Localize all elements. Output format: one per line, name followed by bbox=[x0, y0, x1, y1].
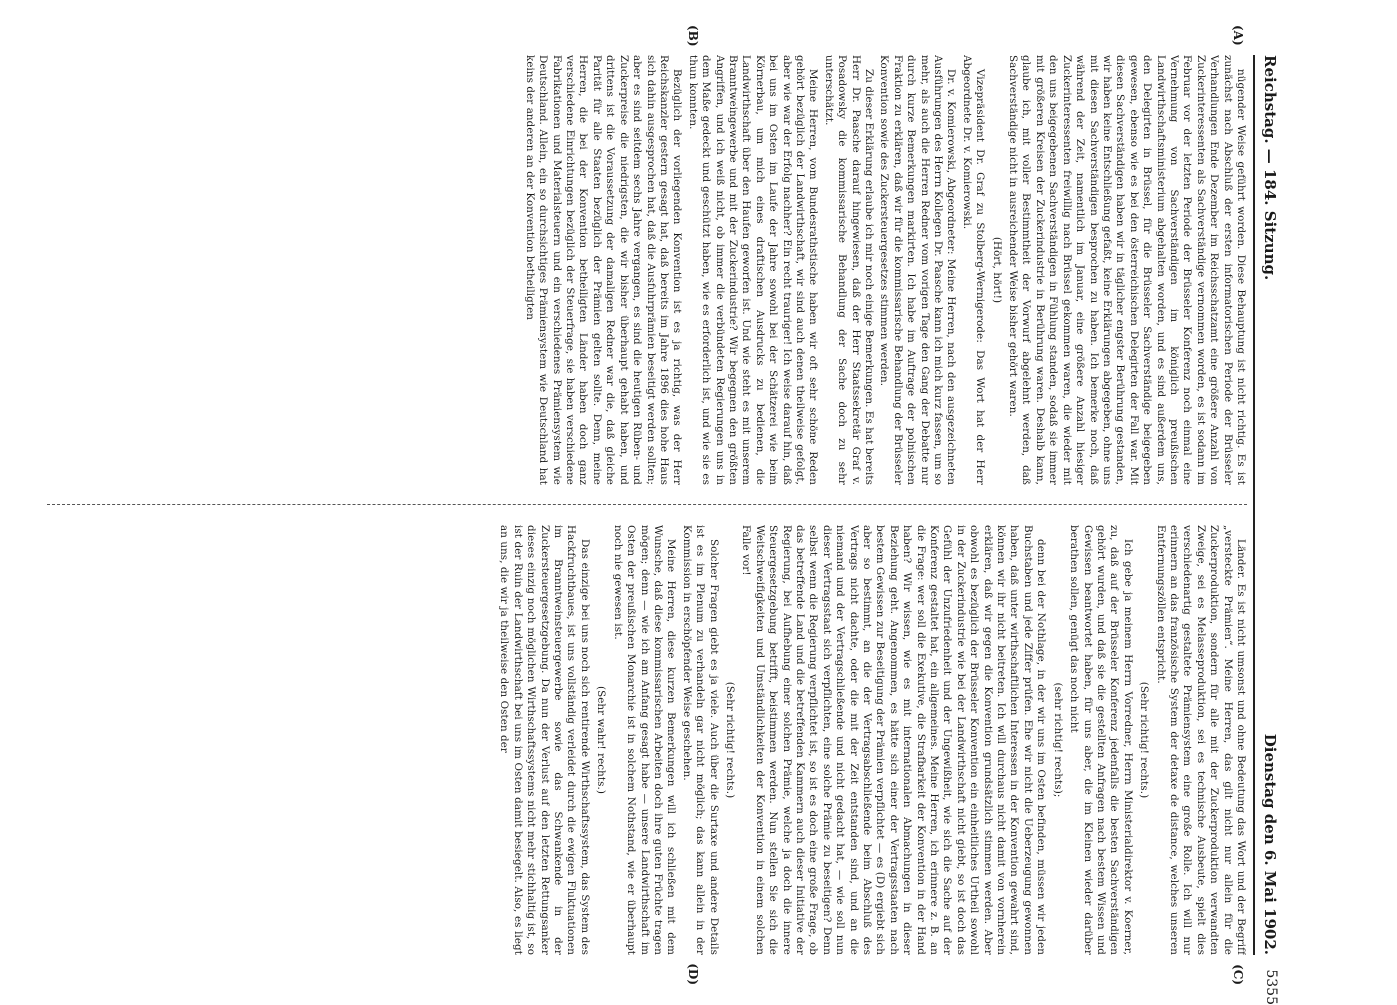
paragraph: denn bei der Nothlage, in der wir uns im Osten befinden, müssen wir jeden Buchstaben und jede Ziffer prüfen. Ehe wir nicht die Ueberzeugung gewonnen haben, daß unter wirthschaftlichen Interessen in der Konvention gewahrt sind, können wir ihr nicht beitreten. Ich will durchaus nicht damit von vornherein erklären, daß wir gegen die Konvention grundsätzlich stimmen werden. Aber obwohl es bezüglich der Brüsseler Konvention ein einheitliches Urtheil sowohl in der Zuckerindustrie wie bei der Landwirthschaft nicht giebt, so ist doch das Gefühl der Unzufriedenheit und der Ungewißheit, wie sich die Sache auf der Konferenz gestaltet hat, ein allgemeines. Meine Herren, ich erinnere z. B. an die Frage: wer soll die Exekutive, die Strafbarkeit der Konvention in der Hand haben? Wir wissen, wie es mit internationalen Abmachungen in dieser Beziehung geht. Angenommen, es hätte sich einer der Vertragsstaaten nach bestem Gewissen zur Beseitigung der Prämien verpflichtet — es (D) ergiebt sich aber so bestimmt, an die der Vertragsabschließende beim Abschluß des Vertrags nicht dachte, oder die mit der Zeit entstanden sind, und an die niemand und der Vertragschließende und nicht gedacht hat, — wie soll nun dieser Vertragsstaat sich verpflichten, eine solche Prämie zu beseitigen? Denn selbst wenn die Regierung verpflichtet ist, so ist es doch eine große Frage, ob das betreffende Land und die betreffenden Kammern auch dieser Initiative der Regierung, bei Aufhebung einer solchen Prämie, welche ja doch die innere Steuergesetzgebung betrifft, beistimmen werden. Nun stellen Sie sich die Weitschweifigkeiten und Umständlichkeiten der Konvention in einem solchen Falle vor! bbox=[740, 525, 1048, 955]
header-left: Reichstag. — 184. Sitzung. bbox=[1261, 55, 1279, 281]
paragraph: Dr. v. Komierowski, Abgeordneter: Meine Herren, nach den ausgezeichneten Ausführungen des Herrn Kollegen Dr. Paasche kann ich mich kurz fassen, um so mehr, als auch die Herren Redner vom vorigen Tage den Gang der Debatte nur durch kurze Bemerkungen markirten. Ich habe im Auftrage der polnischen Fraktion zu erklären, daß wir für die kommissarische Behandlung der Brüsseler Konvention sowie des Zuckersteuergesetzes stimmen werden. bbox=[878, 55, 958, 485]
margin-letter-b: (B) bbox=[686, 25, 700, 47]
interjection: (sehr richtig! rechts); bbox=[1051, 682, 1064, 798]
column-right bbox=[32, 525, 1247, 955]
margin-letter-c: (C) bbox=[1231, 964, 1245, 985]
paragraph: Solcher Fragen giebt es ja viele. Auch über die Surtaxe und andere Details ist es im Plenum zu verhandeln gar nicht möglich; das kann allein in der Kommission in erschöpfender Weise geschehen. bbox=[680, 525, 720, 955]
header-right: Dienstag den 6. Mai 1902. bbox=[1261, 733, 1279, 955]
page-content bbox=[25, 25, 1285, 1005]
paragraph: Meine Herren, vom Bundesrathstische haben wir oft sehr schöne Reden gehört bezüglich der Landwirthschaft, wir sind auch denen theilweise gefolgt, aber wie war der Erfolg nachher? Ein recht trauriger! Ich weise darauf hin, daß bei uns im Osten im Laufe der Jahre sowohl bei der Schätzerei wie beim Körnerbau, um mich eines draftischen Ausdrucks zu bedienen, die Landwirthschaft über den Haufen geworfen ist. Und wie steht es mit unserem Branntweingewerbe und mit der Zuckerindustrie? Wir begegnen den größten Angriffen, und ich weiß nicht, ob immer die verbündeten Regierungen uns in dem Maße gedeckt und geschützt haben, wie es erforderlich ist, und wie sie es thun konnten. bbox=[686, 55, 820, 485]
paragraph: Das einzige bei uns noch sich rentirende Wirthschaftssystem, das System des Hackfruchtbaues, ist uns vollständig verleidet durch die ewigen Fluktuationen im Branntweinsteuergewerbe sowie das Schwankende in der Zuckersteuergesetzgebung. Da nun der Verlust auf den letzten Rettungsanker dieses einzig noch möglichen Wirthschaftssystems nicht mehr stichhaltig ist, so ist der Ruin der Landwirthschaft bei uns im Osten damit besiegelt. Also, es liegt an uns, die wir ja theilweise den Osten der bbox=[498, 525, 591, 955]
page-header bbox=[1253, 55, 1285, 1005]
paragraph: Meine Herren, diese kurzen Bemerkungen will ich schließen mit dem Wunsche, daß diese kommissarischen Arbeiten doch ihre guten Früchte tragen mögen; denn — wie ich am Anfang gesagt habe — unsere Landwirthschaft im Osten der preußischen Monarchie ist in solchem Nothstand, wie er überhaupt noch nie gewesen ist. bbox=[611, 525, 678, 955]
paragraph: nügender Weise geführt worden. Diese Behauptung ist nicht richtig. Es ist zunächst nach Abschluß der ersten informatorischen Periode der Brüsseler Verhandlungen Ende Dezember im Reichsschatzamt eine größere Anzahl von Zuckerinteressenten als Sachverständige vernommen worden, es ist sodann im Februar vor der letzten Periode der Brüsseler Konferenz noch einmal eine Vernehmung von Sachverständigen im königlich preußischen Landwirthschaftsministerium abgehalten worden, und es sind außerdem uns, den Delegirten in Brüssel, für die Brüsseler Sachverständige beigegeben gewesen, ebenso wie es bei den österreichischen Delegirten der Fall war. Mit diesen Sachverständigen haben wir in täglicher engster Berührung gestanden, wir haben keine Entschließung gefaßt, keine Erklärungen abgegeben, ohne uns mit diesen Sachverständigen besprochen zu haben. Ich bemerke noch, daß während der Zeit, namentlich im Januar, eine größere Anzahl hiesiger Zuckerinteressenten freiwillig nach Brüssel gekommen waren, die wieder mit den uns beigegebenen Sachverständigen in Fühlung standen, sodaß sie immer mit größeren Kreisen der Zuckerindustrie in Berührung waren. Deshalb kann, glaube ich, mit voller Bestimmtheit der Vorwurf abgelehnt werden, daß Sachverständige nicht in ausreichender Weise bisher gehört waren. bbox=[1007, 55, 1247, 485]
paragraph: Länder. Es ist nicht umsonst und ohne Bedeutung das Wort und der Begriff „versteckte Prämien“. Meine Herren, das gilt nicht nur allein für die Zuckerproduktion, sondern für alle mit der Zuckerproduktion verwandten Zweige, sei es Melasseproduktion, sei es technische Ausbeute, spielt dies verschiedenartig gestaltete Prämiensystem eine große Rolle. Ich will nur erinnern an das französische System der detaxe de distance, welches unseren Entfernungszöllen entspricht. bbox=[1154, 525, 1247, 955]
paragraph: Zu dieser Erklärung erlaube ich mir noch einige Bemerkungen. Es hat bereits Herr Dr. Paasche darauf hingewiesen, daß der Herr Staatssekretär Graf v. Posadowsky die kommissarische Behandlung der Sache doch zu sehr unterschätzt. bbox=[822, 55, 876, 485]
paragraph: Bezüglich der vorliegenden Konvention ist es ja richtig, was der Herr Reichskanzler gestern gesagt hat, daß bereits im Jahre 1896 dies hohe Haus sich dahin ausgesprochen hat, daß die Ausfuhrprämien beseitigt werden sollten; aber es sind seitdem sechs Jahre vergangen, es sind die heutigen Rüben- und Zuckerpreise die niedrigsten, die wir bisher überhaupt gehabt haben, und drittens ist die Voraussetzung der damaligen Redner war die, daß gleiche Parität für alle Staaten bezüglich der Prämien gelten sollte. Denn, meine Herren, die bei der Konvention betheiligten Länder haben doch ganz verschiedene Einrichtungen bezüglich der Steuerfrage, sie haben verschiedene Fabrikationen und Materialsteuern und ein verschiedenes Prämiensystem wie Deutschland. Allein, ein so durchsichtiges Prämiensystem wie Deutschland hat keins der anderen an der Konvention betheiligten bbox=[523, 55, 684, 485]
interjection: (Hört, hört!) bbox=[990, 236, 1003, 304]
column-divider bbox=[47, 504, 1247, 506]
page-number: 5355 bbox=[1263, 969, 1279, 1005]
column-left bbox=[32, 55, 1247, 485]
paragraph: Ich gebe ja meinem Herrn Vorredner, Herrn Ministerialdirektor v. Koerner, zu, daß auf der Brüsseler Konferenz jedenfalls die besten Sachverständigen gehört wurden, und daß sie die gestellten Anfragen nach bestem Wissen und Gewissen beantwortet haben, für uns aber, die im Kleinen wieder darüber berathen sollen, genügt das noch nicht bbox=[1068, 525, 1134, 955]
interjection: (Sehr wahr! rechts.) bbox=[595, 685, 608, 795]
interjection: (Sehr richtig! rechts.) bbox=[1138, 681, 1151, 799]
interjection: (Sehr richtig! rechts.) bbox=[723, 681, 736, 799]
margin-letter-d: (D) bbox=[686, 963, 700, 985]
margin-letter-a: (A) bbox=[1231, 25, 1245, 46]
paragraph: Vizepräsident Dr. Graf zu Stolberg-Wernigerode: Das Wort hat der Herr Abgeordnete Dr. v. Komierowski. bbox=[960, 55, 987, 485]
